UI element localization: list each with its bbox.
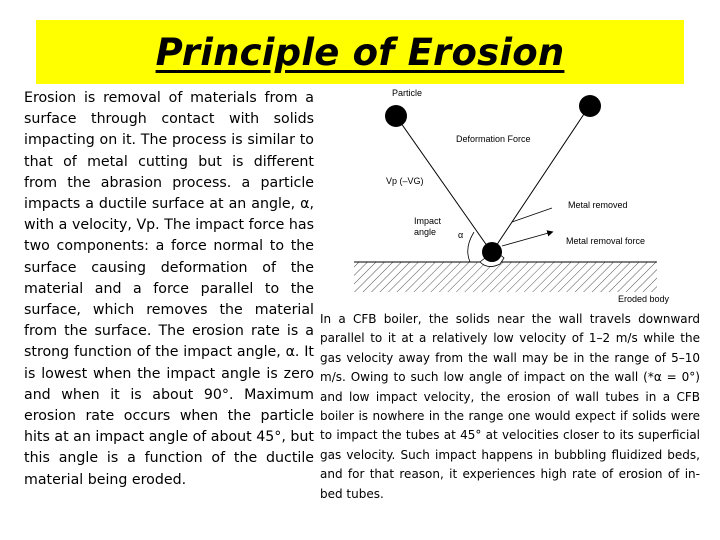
particle-label: Particle bbox=[392, 88, 423, 98]
velocity-label: Vp (–VG) bbox=[386, 176, 424, 186]
incoming-particle bbox=[385, 105, 407, 127]
impact-angle-arc bbox=[468, 232, 474, 262]
metal-removed-arrow bbox=[512, 208, 552, 222]
eroded-body-label: Eroded body bbox=[618, 294, 670, 304]
eroded-body bbox=[354, 262, 657, 292]
rebound-particle bbox=[579, 95, 601, 117]
metal-removal-force-label: Metal removal force bbox=[566, 236, 646, 246]
erosion-diagram bbox=[352, 82, 712, 310]
impact-angle-label-2: angle bbox=[414, 227, 437, 237]
title-bar bbox=[36, 20, 684, 84]
metal-removal-force-arrow bbox=[502, 232, 552, 246]
metal-removed-label: Metal removed bbox=[568, 200, 628, 210]
slide-title: Principle of Erosion bbox=[155, 30, 565, 74]
impact-angle-label-1: Impact bbox=[414, 216, 442, 226]
right-paragraph: In a CFB boiler, the solids near the wall travels downward parallel to it at a relatively low velocity of 1–2 m/s while the gas velocity away from the wall may be in the range of 5–10 m/s. Owing to such low angle of impact on the wall (*α = 0°) and low impact velocity, the erosion of wall tubes in a CFB boiler is nowhere in the range one would expect if solids were to impact the tubes at 45° at velocities closer to its superficial gas velocity. Such impact happens in bubbling fluidized beds, and for that reason, it experiences high rate of erosion of in-bed tubes. bbox=[320, 312, 700, 501]
deformation-force-label: Deformation Force bbox=[456, 134, 531, 144]
alpha-label: α bbox=[458, 230, 464, 240]
left-paragraph: Erosion is removal of materials from a surface through contact with solids impacting on it. The process is similar to that of metal cutting but is different from the abrasion process. a particle impacts a ductile surface at an angle, α, with a velocity, Vp. The impact force has two components: a force normal to the surface causing deformation of the material and a force parallel to the surface, which removes the material from the surface. The erosion rate is a strong function of the impact angle, α. It is lowest when the impact angle is zero and when it is about 90°. Maximum erosion rate occurs when the particle hits at an impact angle of about 45°, but this angle is a function of the ductile material being eroded. bbox=[24, 90, 314, 488]
